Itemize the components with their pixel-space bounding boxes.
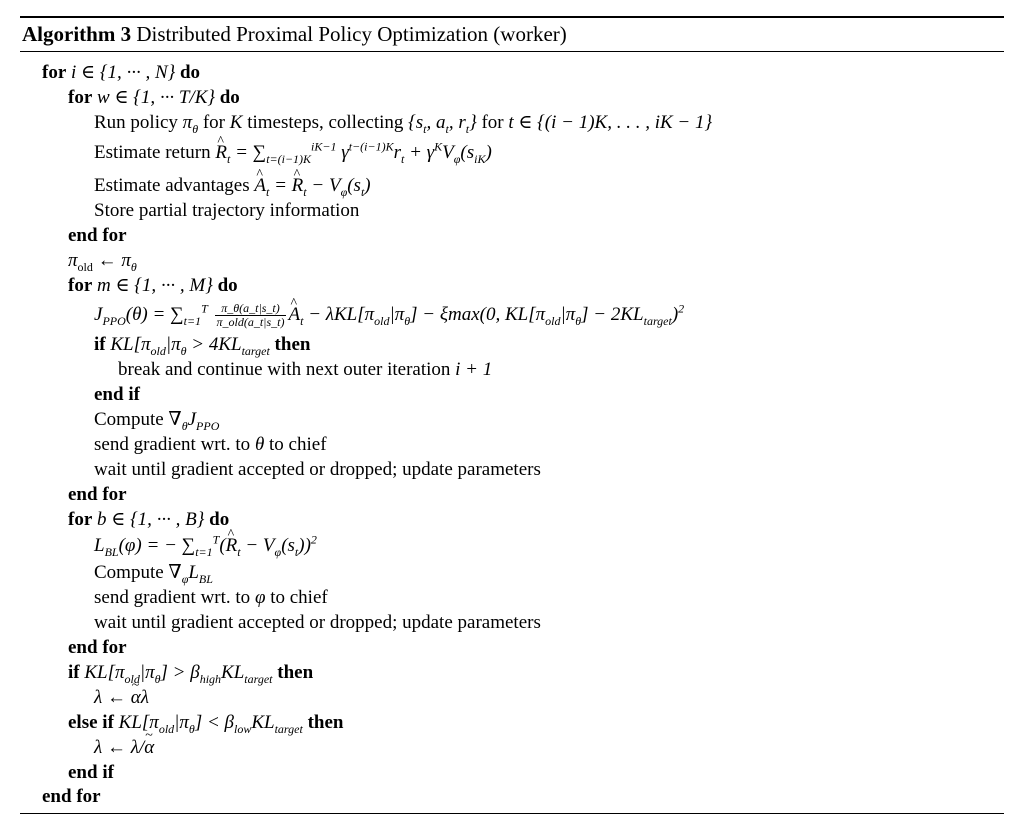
math: i ∈ {1, ··· , N}	[71, 62, 176, 83]
algo-line-19	[94, 533, 317, 558]
math: $KL[\pi_{old}|\pi_\theta > 4KL_{target}$	[110, 334, 270, 358]
text: send gradient wrt. to	[94, 587, 251, 608]
keyword: do	[209, 509, 230, 530]
text: Estimate return	[94, 142, 211, 163]
keyword: do	[217, 275, 238, 296]
text: break and continue with next outer iteration	[118, 359, 451, 380]
algo-line-29	[42, 784, 101, 809]
algo-line-14	[94, 407, 219, 432]
algo-line-3	[94, 110, 712, 135]
algo-line-26	[68, 710, 343, 735]
math: $\pi_{old}$ ← $\pi_\theta$	[68, 250, 137, 274]
keyword: for	[68, 87, 93, 108]
fraction: $\frac{\pi\_\theta(a\_t|s\_t)}{\text{π\_old(a\_t|s\_t)}}$	[216, 301, 285, 330]
algo-line-18	[68, 507, 229, 532]
math: λ ← λ/~ α	[94, 737, 154, 758]
math: t ∈ {(i − 1)K, . . . , iK − 1}	[508, 112, 713, 133]
keyword: end for	[68, 225, 127, 246]
text: for	[202, 112, 226, 133]
algorithm-title: Distributed Proximal Policy Optimization (worker)	[136, 22, 567, 46]
algo-line-2	[68, 85, 240, 110]
algorithm-caption	[22, 19, 567, 49]
text: timesteps, collecting	[247, 112, 404, 133]
math: $KL[\pi_{old}|\pi_\theta] < \beta_{low}KL_{target}$	[118, 712, 303, 736]
math: $KL[\pi_{old}|\pi_\theta] > \beta_{high}KL_{target}$	[84, 662, 273, 686]
math: φ	[254, 587, 266, 608]
algo-line-21	[94, 585, 328, 610]
math: θ	[254, 434, 265, 455]
algo-line-15	[94, 432, 327, 457]
math: $L_{BL}(\varphi)$ = − $\sum_{t=1}^T(\^{}$ $R_t - V_\varphi(s_t))^2$	[94, 535, 317, 556]
algo-line-6	[94, 198, 359, 223]
keyword: if	[94, 334, 106, 355]
keyword: for	[42, 62, 67, 83]
algo-line-13	[94, 382, 140, 407]
caption-rule	[20, 51, 1004, 52]
keyword: then	[307, 712, 344, 733]
algo-line-10	[94, 299, 684, 330]
text: Estimate advantages	[94, 175, 250, 196]
keyword: end if	[94, 384, 140, 405]
keyword: do	[219, 87, 240, 108]
keyword: end for	[42, 786, 101, 807]
math: Compute $\nabla_\theta J_{PPO}$	[94, 409, 220, 433]
math: $\pi_\theta$	[182, 112, 199, 136]
algo-line-9	[68, 273, 238, 298]
keyword: if	[68, 662, 80, 683]
keyword: end for	[68, 484, 127, 505]
keyword: for	[68, 275, 93, 296]
top-rule	[20, 16, 1004, 18]
keyword: then	[277, 662, 314, 683]
math: b ∈ {1, ··· , B}	[97, 509, 205, 530]
algo-line-8	[68, 248, 137, 273]
text: for	[481, 112, 504, 133]
algo-line-20	[94, 560, 213, 585]
keyword: end if	[68, 762, 114, 783]
keyword: else if	[68, 712, 114, 733]
keyword: then	[274, 334, 311, 355]
text: wait until gradient accepted or dropped; update parameters	[94, 459, 541, 480]
algo-line-1	[42, 60, 200, 85]
algo-line-16	[94, 457, 541, 482]
text: send gradient wrt. to	[94, 434, 251, 455]
math: i + 1	[455, 359, 493, 380]
text: to chief	[269, 434, 327, 455]
algo-line-22	[94, 610, 541, 635]
algo-line-24	[68, 660, 313, 685]
bottom-rule	[20, 813, 1004, 814]
algo-line-23	[68, 635, 127, 660]
keyword: do	[179, 62, 201, 83]
algo-line-5	[94, 173, 371, 198]
math: Compute $\nabla_\varphi L_{BL}$	[94, 562, 213, 586]
text: Run policy	[94, 112, 178, 133]
text: to chief	[270, 587, 328, 608]
algo-line-28	[68, 760, 114, 785]
algo-line-11	[94, 332, 310, 357]
text: Store partial trajectory information	[94, 200, 360, 221]
algorithm-label: Algorithm 3	[22, 22, 132, 46]
math: ^ $R_t = \sum_{t=(i-1)K}^{iK-1}$ $\gamma^{t-(i-1)K}r_t + \gamma^KV_\varphi(s_{iK})$	[215, 142, 491, 163]
math: m ∈ {1, ··· , M}	[97, 275, 213, 296]
keyword: for	[68, 509, 93, 530]
algo-line-27	[94, 735, 154, 760]
keyword: end for	[68, 637, 127, 658]
text: wait until gradient accepted or dropped; update parameters	[94, 612, 541, 633]
math: $J_{PPO}(\theta) = \sum_{t=1}^T$ $\frac{\pi\_\theta(a\_t|s\_t)}{\text{π\_old(a\_t|s\_t)}}$ ^ $A_t - \lambda KL[\pi_{old}|\pi_\theta] - \xi\max(0$, $KL[\pi_{old}|\pi_\theta] - 2KL_{target})^2$	[94, 304, 684, 325]
math: ^ $A_t$ = ^ $R_t - V_\varphi(s_t)$	[254, 175, 370, 196]
algo-line-12	[118, 357, 492, 382]
algo-line-7	[68, 223, 127, 248]
math: {$s_t$, $a_t$, $r_t$}	[408, 112, 477, 136]
algo-line-25	[94, 685, 149, 710]
algo-line-17	[68, 482, 127, 507]
math: w ∈ {1, ··· T/K}	[97, 87, 215, 108]
math: K	[229, 112, 243, 133]
math: λ ← ~ αλ	[94, 687, 149, 708]
